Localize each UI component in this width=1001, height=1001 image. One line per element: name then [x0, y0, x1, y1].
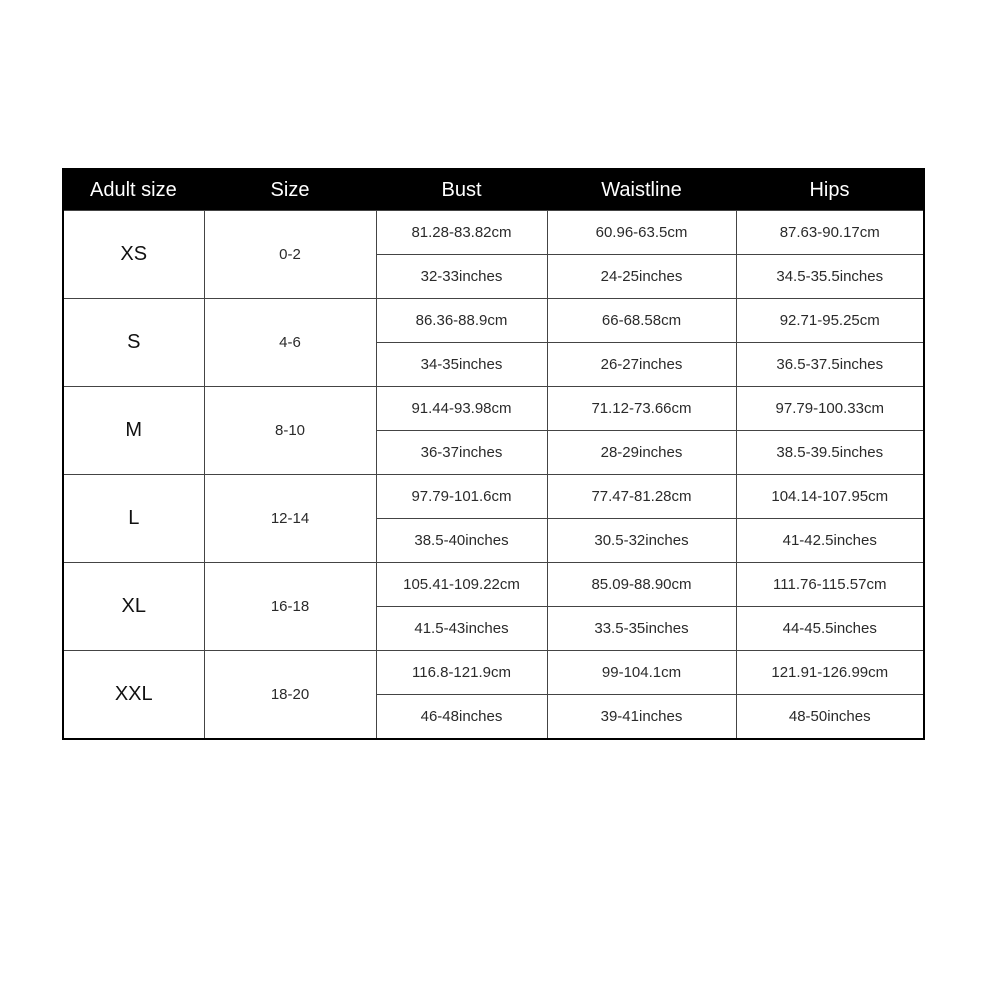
table-row	[63, 299, 924, 343]
header-bust: Bust	[376, 169, 547, 211]
bust-cell: 36-37inches	[376, 431, 547, 475]
waistline-cell: 28-29inches	[547, 431, 736, 475]
hips-cell: 41-42.5inches	[736, 519, 924, 563]
adult-size-cell: XXL	[63, 651, 204, 740]
adult-size-cell: XS	[63, 211, 204, 299]
adult-size-cell: S	[63, 299, 204, 387]
bust-cell: 34-35inches	[376, 343, 547, 387]
hips-cell: 48-50inches	[736, 695, 924, 740]
size-range-cell: 16-18	[204, 563, 376, 651]
waistline-cell: 71.12-73.66cm	[547, 387, 736, 431]
header-row	[63, 169, 924, 211]
hips-cell: 44-45.5inches	[736, 607, 924, 651]
bust-cell: 81.28-83.82cm	[376, 211, 547, 255]
waistline-cell: 77.47-81.28cm	[547, 475, 736, 519]
waistline-cell: 30.5-32inches	[547, 519, 736, 563]
bust-cell: 105.41-109.22cm	[376, 563, 547, 607]
hips-cell: 104.14-107.95cm	[736, 475, 924, 519]
header-hips: Hips	[736, 169, 924, 211]
adult-size-cell: XL	[63, 563, 204, 651]
table-row	[63, 475, 924, 519]
bust-cell: 46-48inches	[376, 695, 547, 740]
size-range-cell: 8-10	[204, 387, 376, 475]
bust-cell: 97.79-101.6cm	[376, 475, 547, 519]
header-size: Size	[204, 169, 376, 211]
adult-size-cell: L	[63, 475, 204, 563]
bust-cell: 116.8-121.9cm	[376, 651, 547, 695]
header-waistline: Waistline	[547, 169, 736, 211]
waistline-cell: 60.96-63.5cm	[547, 211, 736, 255]
table-row	[63, 651, 924, 695]
hips-cell: 87.63-90.17cm	[736, 211, 924, 255]
hips-cell: 34.5-35.5inches	[736, 255, 924, 299]
hips-cell: 36.5-37.5inches	[736, 343, 924, 387]
waistline-cell: 39-41inches	[547, 695, 736, 740]
size-range-cell: 0-2	[204, 211, 376, 299]
hips-cell: 92.71-95.25cm	[736, 299, 924, 343]
hips-cell: 38.5-39.5inches	[736, 431, 924, 475]
waistline-cell: 99-104.1cm	[547, 651, 736, 695]
bust-cell: 86.36-88.9cm	[376, 299, 547, 343]
size-range-cell: 12-14	[204, 475, 376, 563]
table-row	[63, 211, 924, 255]
bust-cell: 41.5-43inches	[376, 607, 547, 651]
waistline-cell: 33.5-35inches	[547, 607, 736, 651]
table-row	[63, 563, 924, 607]
size-chart-table	[62, 168, 925, 740]
size-range-cell: 4-6	[204, 299, 376, 387]
waistline-cell: 24-25inches	[547, 255, 736, 299]
hips-cell: 97.79-100.33cm	[736, 387, 924, 431]
table-row	[63, 387, 924, 431]
header-adult-size: Adult size	[63, 169, 204, 211]
waistline-cell: 66-68.58cm	[547, 299, 736, 343]
bust-cell: 32-33inches	[376, 255, 547, 299]
bust-cell: 38.5-40inches	[376, 519, 547, 563]
waistline-cell: 26-27inches	[547, 343, 736, 387]
hips-cell: 121.91-126.99cm	[736, 651, 924, 695]
adult-size-cell: M	[63, 387, 204, 475]
hips-cell: 111.76-115.57cm	[736, 563, 924, 607]
size-range-cell: 18-20	[204, 651, 376, 740]
bust-cell: 91.44-93.98cm	[376, 387, 547, 431]
waistline-cell: 85.09-88.90cm	[547, 563, 736, 607]
